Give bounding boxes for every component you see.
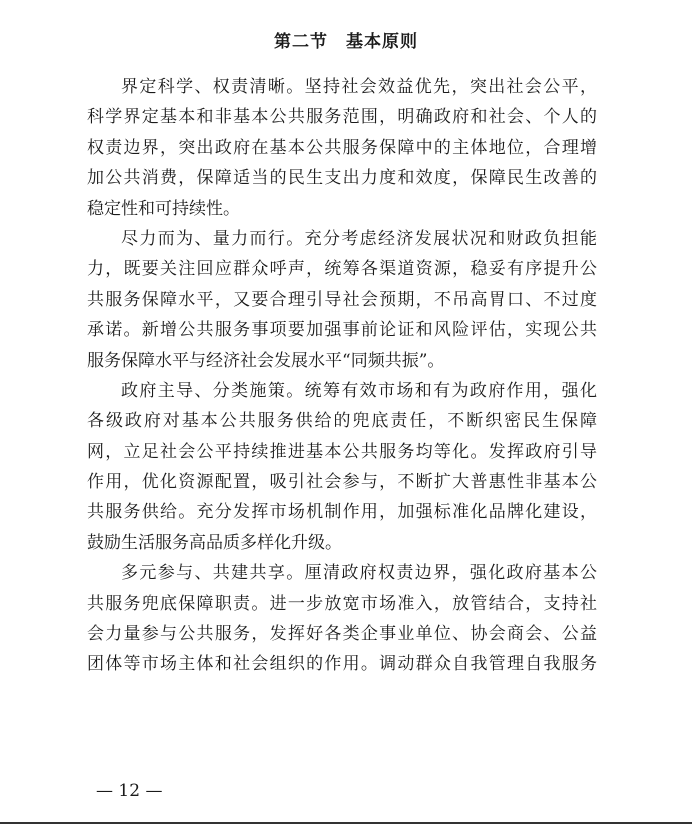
paragraph-line: 稳定性和可持续性。 [87,198,240,219]
paragraph-line: 多元参与、共建共享。厘清政府权责边界，强化政府基本公 [121,563,597,584]
paragraph-line: 服务保障水平与经济社会发展水平“同频共振”。 [87,350,445,371]
paragraph-within-means [87,224,597,376]
paragraph-line: 权责边界，突出政府在基本公共服务保障中的主体地位，合理增 [87,137,597,158]
paragraph-line: 加公共消费，保障适当的民生支出力度和效度，保障民生改善的 [87,168,597,189]
paragraph-line: 政府主导、分类施策。统筹有效市场和有为政府作用，强化 [121,380,597,401]
paragraph-line: 网，立足社会公平持续推进基本公共服务均等化。发挥政府引导 [87,441,597,462]
paragraph-line: 各级政府对基本公共服务供给的兜底责任，不断织密民生保障 [87,411,597,432]
paragraph-line: 科学界定基本和非基本公共服务范围，明确政府和社会、个人的 [87,107,597,128]
bottom-divider [0,822,692,824]
paragraph-line: 共服务保障水平，又要合理引导社会预期，不吊高胃口、不过度 [87,289,597,310]
paragraph-government-led [87,376,597,558]
paragraph-line: 共服务供给。充分发挥市场机制作用，加强标准化品牌化建设， [87,502,597,523]
paragraph-line: 作用，优化资源配置，吸引社会参与，不断扩大普惠性非基本公 [87,472,597,493]
paragraph-line: 鼓励生活服务高品质多样化升级。 [87,532,342,553]
paragraph-line: 团体等市场主体和社会组织的作用。调动群众自我管理自我服务 [87,654,597,675]
paragraph-line: 共服务兜底保障职责。进一步放宽市场准入，放管结合，支持社 [87,593,597,614]
page-number: — 12 — [96,781,163,801]
paragraph-multi-participation [87,558,597,680]
paragraph-line: 力，既要关注回应群众呼声，统筹各渠道资源，稳妥有序提升公 [87,259,597,280]
paragraph-line: 界定科学、权责清晰。坚持社会效益优先，突出社会公平， [121,77,597,97]
section-title: 第二节 基本原则 [274,32,418,52]
paragraph-line: 尽力而为、量力而行。充分考虑经济发展状况和财政负担能 [121,228,597,249]
body-text [87,72,597,680]
paragraph-scientific-definition [87,72,597,224]
paragraph-line: 承诺。新增公共服务事项要加强事前论证和风险评估，实现公共 [87,320,597,341]
paragraph-line: 会力量参与公共服务，发挥好各类企事业单位、协会商会、公益 [87,624,597,645]
